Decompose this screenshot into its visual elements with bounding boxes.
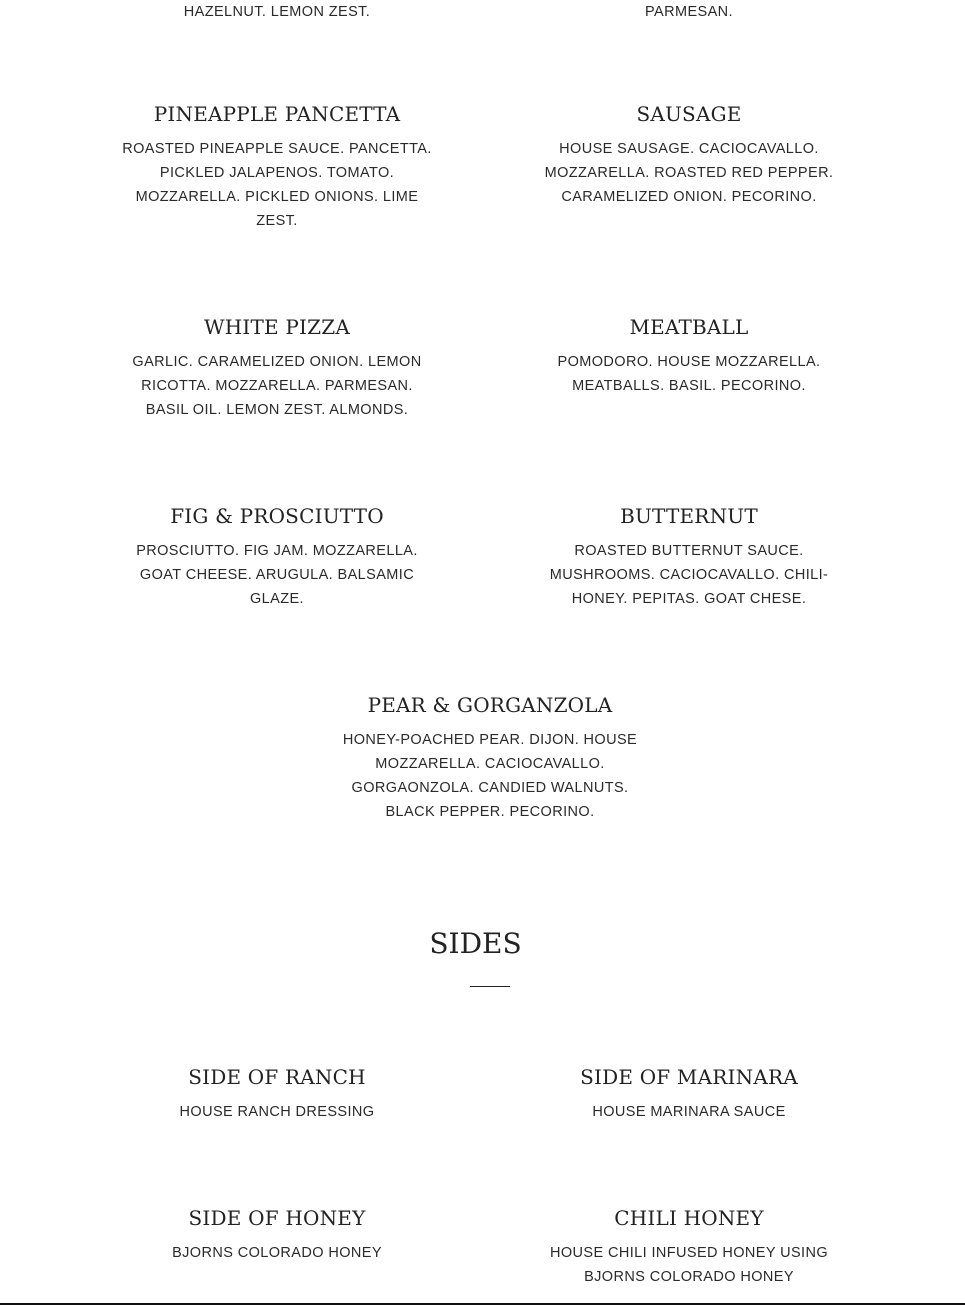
menu-item-description: HOUSE RANCH DRESSING (179, 1104, 375, 1120)
menu-item-description: HAZELNUT. LEMON ZEST. (183, 4, 371, 20)
menu-item-pear-gorganzola (335, 693, 645, 824)
menu-item-side-of-ranch (122, 1065, 432, 1124)
menu-item-butternut (534, 504, 844, 611)
menu-item-title: WHITE PIZZA (204, 315, 350, 339)
menu-item-chili-honey (534, 1206, 844, 1289)
menu-item-side-of-marinara (534, 1065, 844, 1124)
menu-item-description: PARMESAN. (645, 4, 733, 20)
menu-item-sausage (534, 102, 844, 209)
sides-section-heading (0, 926, 965, 987)
menu-item-title: FIG & PROSCIUTTO (170, 504, 384, 528)
menu-item-title: SAUSAGE (636, 102, 742, 126)
menu-item-description: HONEY-POACHED PEAR. DIJON. HOUSE MOZZARELLA. CACIOCAVALLO. GORGAONZOLA. CANDIED WALNUTS. BLACK PEPPER. PECORINO. (342, 732, 638, 820)
menu-item-title: SIDE OF HONEY (188, 1206, 366, 1230)
menu-item-partial-left (122, 0, 432, 24)
menu-item-description: BJORNS COLORADO HONEY (172, 1245, 382, 1261)
menu-item-white-pizza (122, 315, 432, 422)
menu-item-description: HOUSE SAUSAGE. CACIOCAVALLO. MOZZARELLA. ROASTED RED PEPPER. CARAMELIZED ONION. PECORINO. (544, 141, 834, 205)
menu-item-description: GARLIC. CARAMELIZED ONION. LEMON RICOTTA. MOZZARELLA. PARMESAN. BASIL OIL. LEMON ZEST. ALMONDS. (132, 354, 422, 418)
menu-item-description: PROSCIUTTO. FIG JAM. MOZZARELLA. GOAT CHEESE. ARUGULA. BALSAMIC GLAZE. (136, 543, 418, 607)
menu-item-fig-prosciutto (122, 504, 432, 611)
menu-item-title: BUTTERNUT (620, 504, 758, 528)
menu-item-title: PINEAPPLE PANCETTA (153, 102, 401, 126)
menu-item-title: PEAR & GORGANZOLA (367, 693, 613, 717)
menu-item-title: CHILI HONEY (614, 1206, 764, 1230)
section-divider (470, 986, 510, 987)
menu-item-pineapple-pancetta (122, 102, 432, 233)
menu-item-title: MEATBALL (629, 315, 749, 339)
menu-item-description: ROASTED PINEAPPLE SAUCE. PANCETTA. PICKLED JALAPENOS. TOMATO. MOZZARELLA. PICKLED ONIONS. LIME ZEST. (122, 141, 432, 229)
menu-item-description: HOUSE MARINARA SAUCE (592, 1104, 786, 1120)
menu-item-side-of-honey (122, 1206, 432, 1265)
menu-item-partial-right (534, 0, 844, 24)
menu-item-description: HOUSE CHILI INFUSED HONEY USING BJORNS COLORADO HONEY (549, 1245, 828, 1285)
section-title: SIDES (429, 927, 522, 960)
menu-item-meatball (534, 315, 844, 398)
menu-item-description: POMODORO. HOUSE MOZZARELLA. MEATBALLS. BASIL. PECORINO. (557, 354, 821, 394)
menu-item-title: SIDE OF RANCH (188, 1065, 366, 1089)
menu-item-title: SIDE OF MARINARA (580, 1065, 798, 1089)
menu-item-description: ROASTED BUTTERNUT SAUCE. MUSHROOMS. CACIOCAVALLO. CHILI-HONEY. PEPITAS. GOAT CHESE. (549, 543, 829, 607)
